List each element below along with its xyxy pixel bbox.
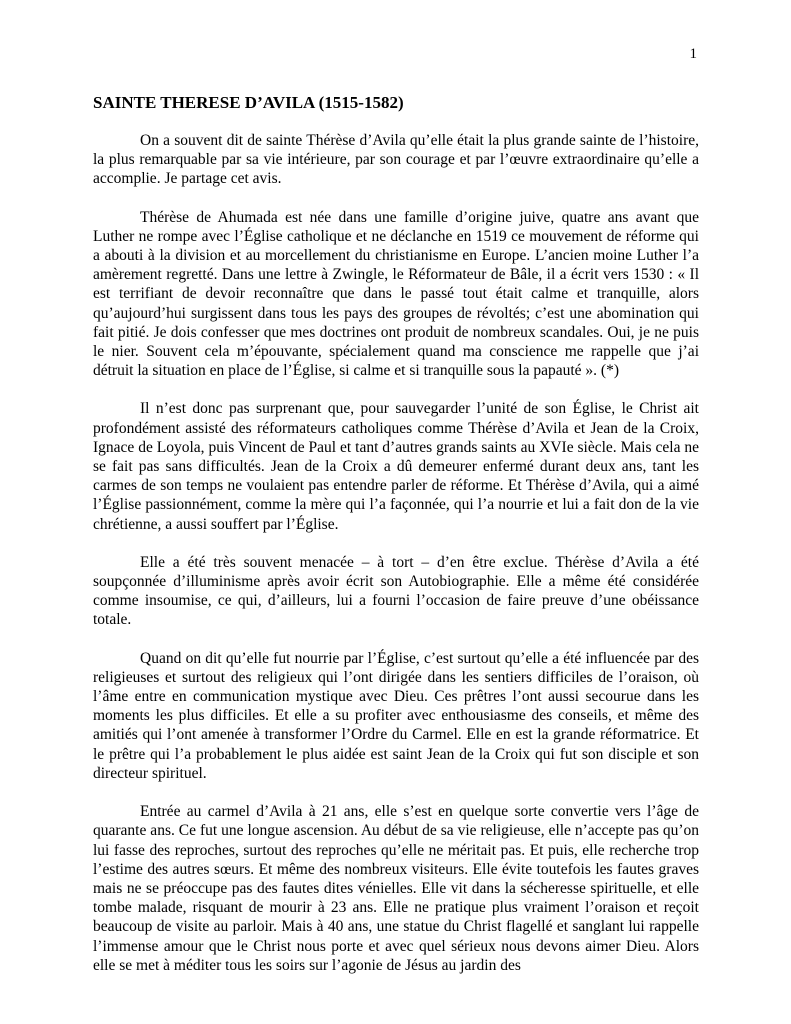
document-body [93,131,699,994]
document-title: SAINTE THERESE D’AVILA (1515-1582) [93,93,404,112]
paragraph-1: On a souvent dit de sainte Thérèse d’Avila qu’elle était la plus grande sainte de l’histoire, la plus remarquable par sa vie intérieure, par son courage et par l’œuvre extraordinaire qu’elle a accomplie. Je partage cet avis. [93,132,699,188]
paragraph-4: Elle a été très souvent menacée – à tort – d’en être exclue. Thérèse d’Avila a été soupçonnée d’illuminisme après avoir écrit son Autobiographie. Elle a même été considérée comme insoumise, ce qui, d’ailleurs, lui a fourni l’occasion de faire preuve d’une obéissance totale. [93,553,699,629]
page-number: 1 [689,46,697,62]
paragraph-3: Il n’est donc pas surprenant que, pour sauvegarder l’unité de son Église, le Christ ait profondément assisté des réformateurs catholiques comme Thérèse d’Avila et Jean de la Croix, Ignace de Loyola, puis Vincent de Paul et tant d’autres grands saints au XVIe siècle. Mais cela ne se fait pas sans difficultés. Jean de la Croix a dû demeurer enfermé durant deux ans, tant les carmes de son temps ne voulaient pas entendre parler de réforme. Et Thérèse d’Avila, qui a aimé l’Église passionnément, comme la mère qui l’a façonnée, qui l’a nourrie et lui a fait don de la vie chrétienne, a aussi souffert par l’Église. [93,400,699,533]
paragraph-6: Entrée au carmel d’Avila à 21 ans, elle s’est en quelque sorte convertie vers l’âge de quarante ans. Ce fut une longue ascension. Au début de sa vie religieuse, elle n’accepte pas qu’on lui fasse des reproches, surtout des reproches qu’elle ne méritait pas. Et puis, elle recherche trop l’estime des autres sœurs. Et même des nombreux visiteurs. Elle évite toutefois les fautes graves mais ne se préoccupe pas des fautes dites vénielles. Elle vit dans la sécheresse spirituelle, et elle tombe malade, risquant de mourir à 23 ans. Elle ne pratique plus vraiment l’oraison et reçoit beaucoup de visite au parloir. Mais à 40 ans, une statue du Christ flagellé et sanglant lui rappelle l’immense amour que le Christ nous porte et avec quel sérieux nous devons aimer Dieu. Alors elle se met à méditer tous les soirs sur l’agonie de Jésus au jardin des [93,803,699,974]
paragraph-2: Thérèse de Ahumada est née dans une famille d’origine juive, quatre ans avant que Luther ne rompe avec l’Église catholique et ne déclanche en 1519 ce mouvement de réforme qui a abouti à la division et au morcellement du christianisme en Europe. L’ancien moine Luther l’a amèrement regretté. Dans une lettre à Zwingle, le Réformateur de Bâle, il a écrit vers 1530 : « Il est terrifiant de devoir reconnaître que dans le passé tout était calme et tranquille, alors qu’aujourd’hui surgissent dans tous les pays des groupes de révoltés; c’est une abomination qui fait pitié. Je dois confesser que mes doctrines ont produit de nombreux scandales. Oui, je ne puis le nier. Souvent cela m’épouvante, spécialement quand ma conscience me rappelle que j’ai détruit la situation en place de l’Église, si calme et si tranquille sous la papauté ». (*) [93,208,699,380]
paragraph-5: Quand on dit qu’elle fut nourrie par l’Église, c’est surtout qu’elle a été influencée par des religieuses et surtout des religieux qui l’ont dirigée dans les sentiers difficiles de l’oraison, où l’âme entre en communication mystique avec Dieu. Ces prêtres l’ont aussi secourue dans les moments les plus difficiles. Et elle a su profiter avec enthousiasme des conseils, et même des amitiés qui l’ont amenée à transformer l’Ordre du Carmel. Elle en est la grande réformatrice. Et le prêtre qui l’a probablement le plus aidée est saint Jean de la Croix qui fut son disciple et son directeur spirituel. [93,649,699,782]
